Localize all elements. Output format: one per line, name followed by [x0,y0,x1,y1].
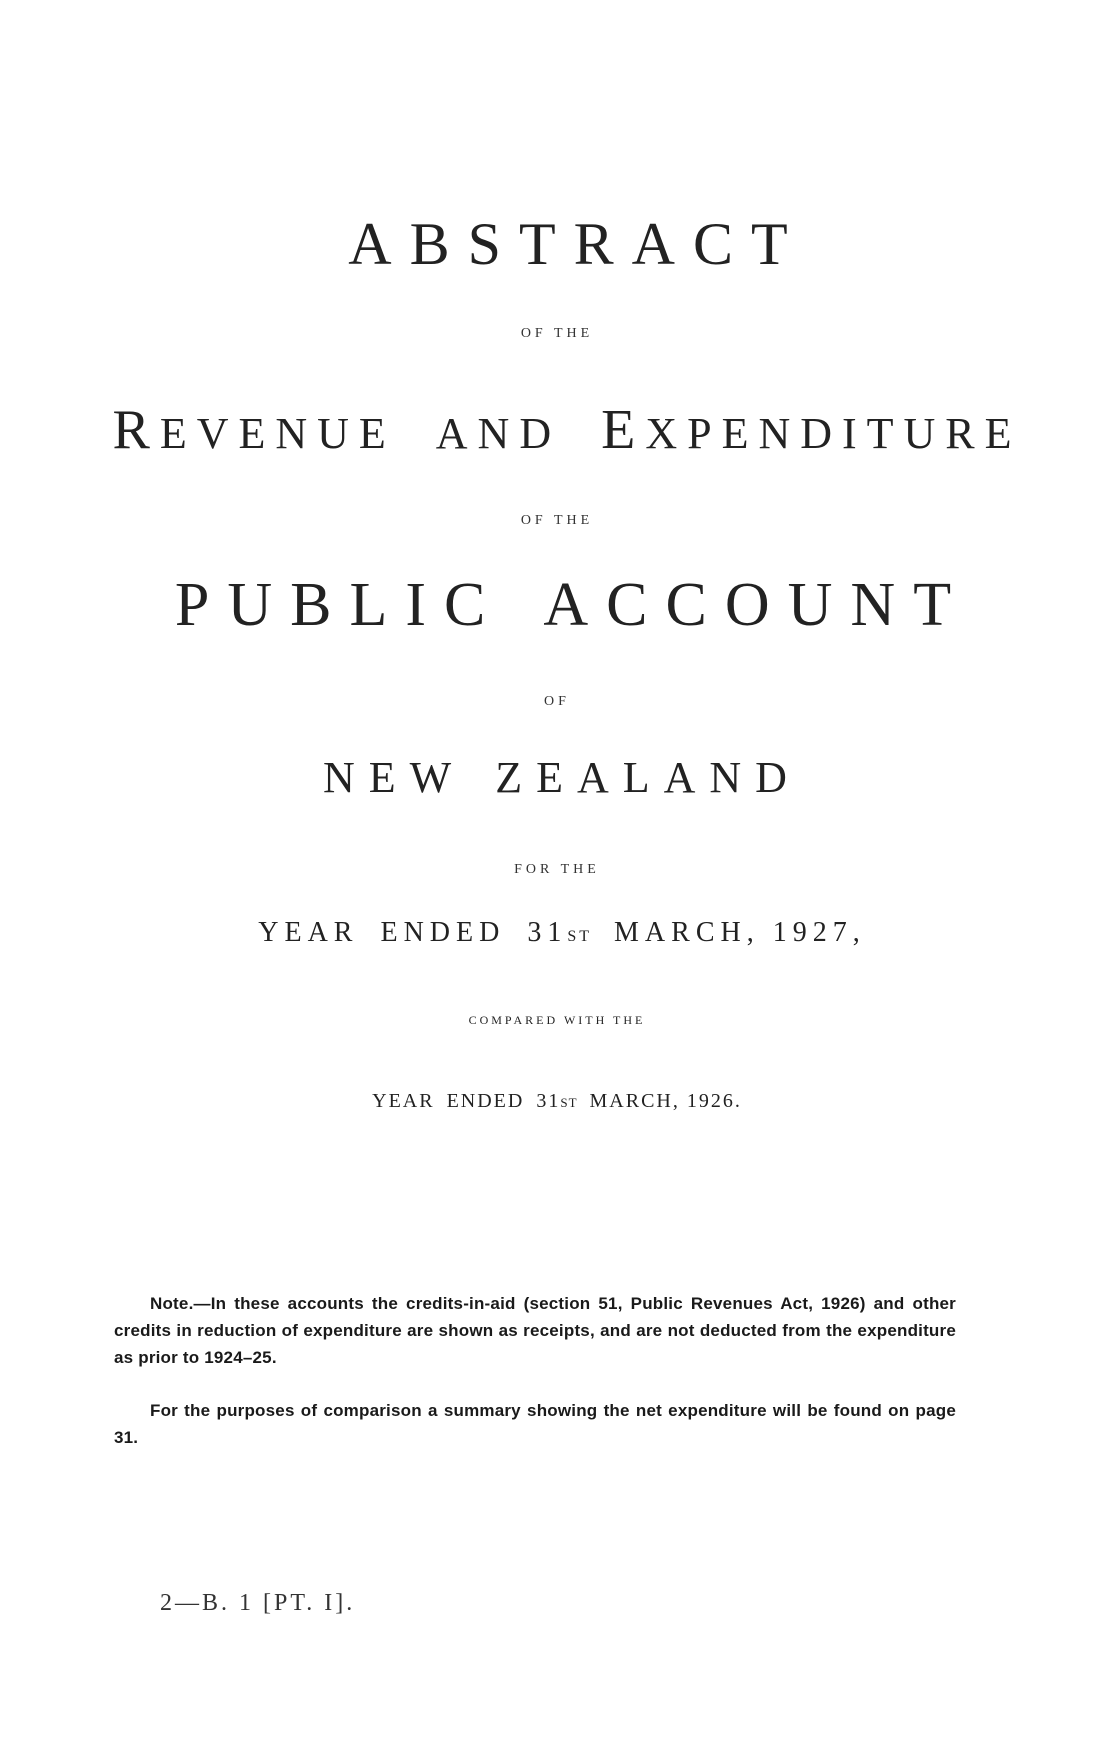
expenditure-rest: XPENDITURE [645,409,1022,458]
account-word: ACCOUNT [543,571,970,639]
connector-of-the-1-text: OF THE [520,326,594,341]
year-1926-ordinal: ST [560,1095,578,1110]
title-new-zealand [0,752,1114,803]
note-paragraph-2 [114,1397,956,1451]
connector-of-the-2-text: OF THE [520,513,594,528]
year-1927-year: YEAR [258,917,359,948]
and-word: AND [435,409,562,458]
note-2-text: For the purposes of comparison a summary showing the net expenditure will be found on page 31. [114,1401,956,1447]
connector-of [0,694,1114,710]
connector-of-the-1 [0,326,1114,342]
public-word: PUBLIC [174,571,504,639]
title-public-account [0,570,1114,641]
footer-parliamentary-code [160,1590,355,1617]
year-1926-month-year: MARCH, 1926. [589,1090,742,1112]
note-label: Note. [150,1294,194,1313]
zealand-word: ZEALAND [495,753,801,802]
year-1926-day: 31 [536,1090,561,1112]
year-ended-1926 [0,1090,1114,1113]
compared-text: COMPARED WITH THE [468,1013,646,1027]
year-1927-month-year: MARCH, 1927, [614,917,866,948]
title-abstract [0,210,1114,279]
connector-for-the [0,862,1114,878]
revenue-initial: R [112,399,160,461]
note-paragraph-1 [114,1290,956,1371]
title-abstract-text: ABSTRACT [348,211,806,277]
revenue-rest: EVENUE [159,409,396,458]
new-word: NEW [323,753,466,802]
connector-for-the-text: FOR THE [514,862,600,877]
note-1-text: —In these accounts the credits-in-aid (section 51, Public Revenues Act, 1926) and other credits in reduction of expenditure are shown as receipts, and are not deducted from the expenditure as prior to 1924–25. [114,1294,956,1367]
connector-compared-with-the [0,1013,1114,1028]
year-1927-day: 31 [527,917,568,948]
year-1926-year: YEAR [372,1090,435,1112]
connector-of-the-2 [0,513,1114,529]
year-1926-ended: ENDED [446,1090,525,1112]
footer-code-text: 2—B. 1 [PT. I]. [160,1590,356,1616]
title-revenue-and-expenditure [0,398,1114,462]
expenditure-initial: E [601,399,646,461]
year-1927-ended: ENDED [380,917,506,948]
year-1927-ordinal: ST [567,928,593,945]
year-ended-1927 [0,917,1114,949]
connector-of-text: OF [544,694,570,709]
